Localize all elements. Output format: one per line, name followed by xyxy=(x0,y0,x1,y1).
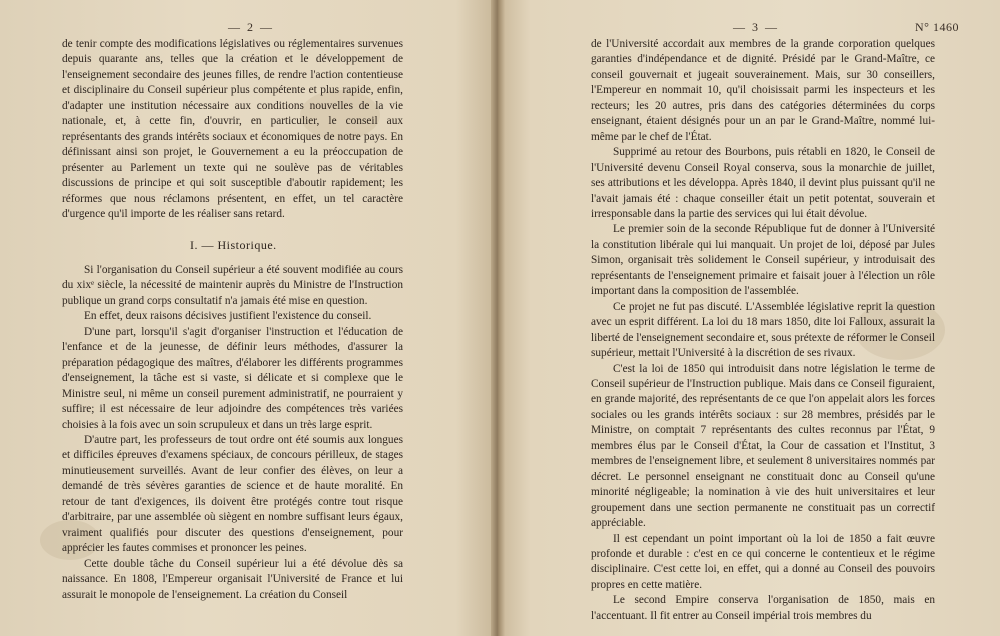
paragraph: C'est la loi de 1850 qui introduisit dans notre législation le terme de Conseil supérieur de l'Instruction publique. Mais dans ce Conseil figuraient, en grande majorité, des représentants de ce que l'on appelait alors les forces sociales ou les grands intérêts sociaux : sur 28 membres, présidés par le Ministre, on comptait 7 représentants des cultes reconnus par l'État, 9 membres élus par le Conseil d'État, la Cour de cassation et l'Institut, 3 membres de l'enseignement libre, et seulement 8 universitaires nommés par décret. Le personnel enseignant ne constituait donc au Conseil qu'une minorité négligeable; la nomination à vie des huit universitaires et leur groupement dans une section permanente ne constituait pas un correctif appréciable. xyxy=(591,362,935,530)
book-gutter xyxy=(491,0,505,636)
page-number: — 2 — xyxy=(228,20,274,34)
paragraph: de tenir compte des modifications législatives ou réglementaires survenues depuis quarante ans, telles que la création et le développement de l'enseignement secondaire des jeunes filles, de rendre l'action contentieuse et disciplinaire du Conseil supérieur plus compétente et plus rapide, enfin, d'adapter une institution nécessaire aux conditions nouvelles de la vie nationale, et, à cette fin, d'ouvrir, en particulier, le conseil aux représentants des grands intérêts sociaux et économiques de notre pays. En définissant ainsi son projet, le Gouvernement a eu la préoccupation de présenter au Parlement un texte qui ne soulève pas de véritables discussions de principe et qui soit susceptible d'aboutir rapidement; les réformes que nous réclamons présentent, en effet, un tel caractère d'urgence qu'il importe de les réaliser sans retard. xyxy=(62,38,403,220)
left-page-intro xyxy=(62,37,403,222)
right-page-body xyxy=(591,37,935,624)
left-page-body xyxy=(62,263,403,603)
left-page xyxy=(0,0,495,636)
paragraph: Le second Empire conserva l'organisation de 1850, mais en l'accentuant. Il fit entrer au Conseil impérial trois membres du xyxy=(591,594,935,622)
paragraph: D'une part, lorsqu'il s'agit d'organiser l'instruction et l'éducation de l'enfance et de la jeunesse, de définir leurs méthodes, d'assurer la préparation pédagogique des maîtres, d'élaborer les différents programmes d'enseignement, la tâche est si vaste, si délicate et si complexe que le Ministre seul, ni même un conseil purement administratif, ne pourraient y suffire; il est nécessaire de leur adjoindre des compétences très variées choisies à la fois avec un soin scrupuleux et dans un très large esprit. xyxy=(62,325,403,431)
paragraph: Supprimé au retour des Bourbons, puis rétabli en 1820, le Conseil de l'Université devenu Conseil Royal conserva, sous la monarchie de juillet, ses attributions et les développa. Après 1840, il devint plus puissant qu'il ne l'avait jamais été : chaque conseiller était un petit potentat, souverain et irresponsable dans la partie des services qui lui était dévolue. xyxy=(591,146,935,220)
paragraph: En effet, deux raisons décisives justifient l'existence du conseil. xyxy=(84,310,372,323)
right-page xyxy=(495,0,1000,636)
paragraph: Il est cependant un point important où la loi de 1850 a fait œuvre profonde et durable : c'est en ce qui concerne le contentieux et le régime disciplinaire. C'est cette loi, en effet, qui a donné au Conseil des pouvoirs propres en cette matière. xyxy=(591,532,935,591)
section-heading: I. — Historique. xyxy=(190,238,277,252)
paragraph: Ce projet ne fut pas discuté. L'Assemblée législative reprit la question avec un esprit différent. La loi du 18 mars 1850, dite loi Falloux, assurait la liberté de l'enseignement secondaire et, sous prétexte de réformer le Conseil supérieur, mettait l'Université à la discrétion de ses rivaux. xyxy=(591,300,935,360)
paragraph: Si l'organisation du Conseil supérieur a été souvent modifiée au cours du xixᵉ siècle, la nécessité de maintenir auprès du Ministre de l'Instruction publique un grand corps consultatif n'a jamais été mise en question. xyxy=(62,264,403,307)
page-number: — 3 — xyxy=(733,20,779,34)
paragraph: Cette double tâche du Conseil supérieur lui a été dévolue dès sa naissance. En 1808, l'Empereur organisait l'Université de France et lui assurait le monopole de l'enseignement. La création du Conseil xyxy=(62,557,403,601)
paragraph: de l'Université accordait aux membres de la grande corporation quelques garanties d'indépendance et de dignité. Présidé par le Grand-Maître, ce conseil gouvernait et jugeait souverainement. Mais, sur 30 conseillers, l'Empereur en nommait 10, qu'il choisissait parmi les inspecteurs et les recteurs; les 20 autres, pris dans des catégories déterminées du corps enseignant, étaient désignés pour un an par le Grand-Maître, nommé lui-même par le chef de l'État. xyxy=(591,38,935,143)
paragraph: D'autre part, les professeurs de tout ordre ont été soumis aux longues et difficiles épreuves d'examens spéciaux, de concours périlleux, de stages minutieusement surveillés. Avant de leur confier des élèves, on leur a demandé de très sévères garanties de science et de haute moralité. En retour de tant d'exigences, ils doivent être protégés contre tout risque d'arbitraire, par une assemblée où siègent en nombre suffisant leurs égaux, vraiment qualifiés pour discuter des questions d'enseignement, pour apprécier les fautes commises et prononcer les peines. xyxy=(62,433,403,555)
paragraph: Le premier soin de la seconde République fut de donner à l'Université la constitution libérale qui lui manquait. Un projet de loi, déposé par Jules Simon, organisait très solidement le Conseil supérieur, y introduisait des représentants de l'enseignement primaire et faisait jouer à l'élection un rôle important dans la composition de l'assemblée. xyxy=(591,223,935,298)
document-number: N° 1460 xyxy=(915,20,959,34)
